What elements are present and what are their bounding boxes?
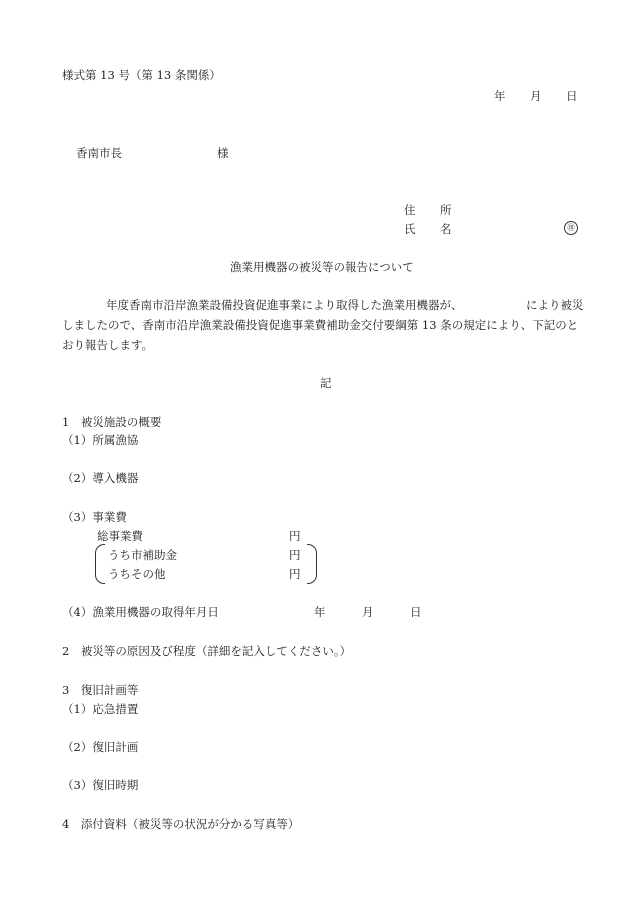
addressee-name: 香南市長 <box>76 146 122 160</box>
cost-other-label: うちその他 <box>108 567 166 581</box>
section-3-3: （3）復旧時期 <box>62 778 139 792</box>
section-1-2: （2）導入機器 <box>62 471 139 485</box>
acquisition-month-label: 月 <box>362 605 374 619</box>
date-month-label: 月 <box>530 89 542 103</box>
section-1-3: （3）事業費 <box>62 510 127 524</box>
form-number: 様式第 13 号（第 13 条関係） <box>62 68 221 82</box>
cost-subsidy-label: うち市補助金 <box>108 548 177 562</box>
date-year-label: 年 <box>494 89 506 103</box>
name-label-2: 名 <box>440 222 452 236</box>
section-1-1: （1）所属漁協 <box>62 433 139 447</box>
addressee-honorific: 様 <box>217 146 229 160</box>
cost-total-yen: 円 <box>289 529 301 543</box>
cost-other-yen: 円 <box>289 567 301 581</box>
section-3-heading: 3 復旧計画等 <box>62 683 139 697</box>
cost-total-label: 総事業費 <box>97 529 143 543</box>
bracket-left <box>95 544 105 584</box>
body-line-3: おり報告します。 <box>62 338 154 352</box>
section-2-heading: 2 被災等の原因及び程度（詳細を記入してください。） <box>62 644 352 658</box>
section-1-heading: 1 被災施設の概要 <box>62 415 162 429</box>
address-label-1: 住 <box>404 203 416 217</box>
date-day-label: 日 <box>566 89 578 103</box>
name-label-1: 氏 <box>404 222 416 236</box>
cost-subsidy-yen: 円 <box>289 548 301 562</box>
body-line-2: しましたので、香南市沿岸漁業設備投資促進事業費補助金交付要綱第 13 条の規定により、下記のと <box>62 318 579 332</box>
document-title: 漁業用機器の被災等の報告について <box>230 260 414 274</box>
address-label-2: 所 <box>440 203 452 217</box>
acquisition-day-label: 日 <box>410 605 422 619</box>
section-4-heading: 4 添付資料（被災等の状況が分かる写真等） <box>62 817 300 831</box>
section-3-1: （1）応急措置 <box>62 702 139 716</box>
bracket-right <box>307 544 317 584</box>
section-3-2: （2）復旧計画 <box>62 740 139 754</box>
body-line-1a: 年度香南市沿岸漁業設備投資促進事業により取得した漁業用機器が、 <box>106 298 463 312</box>
section-1-4: （4）漁業用機器の取得年月日 <box>62 605 219 619</box>
ki-label: 記 <box>320 376 332 390</box>
acquisition-year-label: 年 <box>314 605 326 619</box>
body-line-1b: により被災 <box>526 298 584 312</box>
seal-mark: ㊞ <box>564 221 578 235</box>
